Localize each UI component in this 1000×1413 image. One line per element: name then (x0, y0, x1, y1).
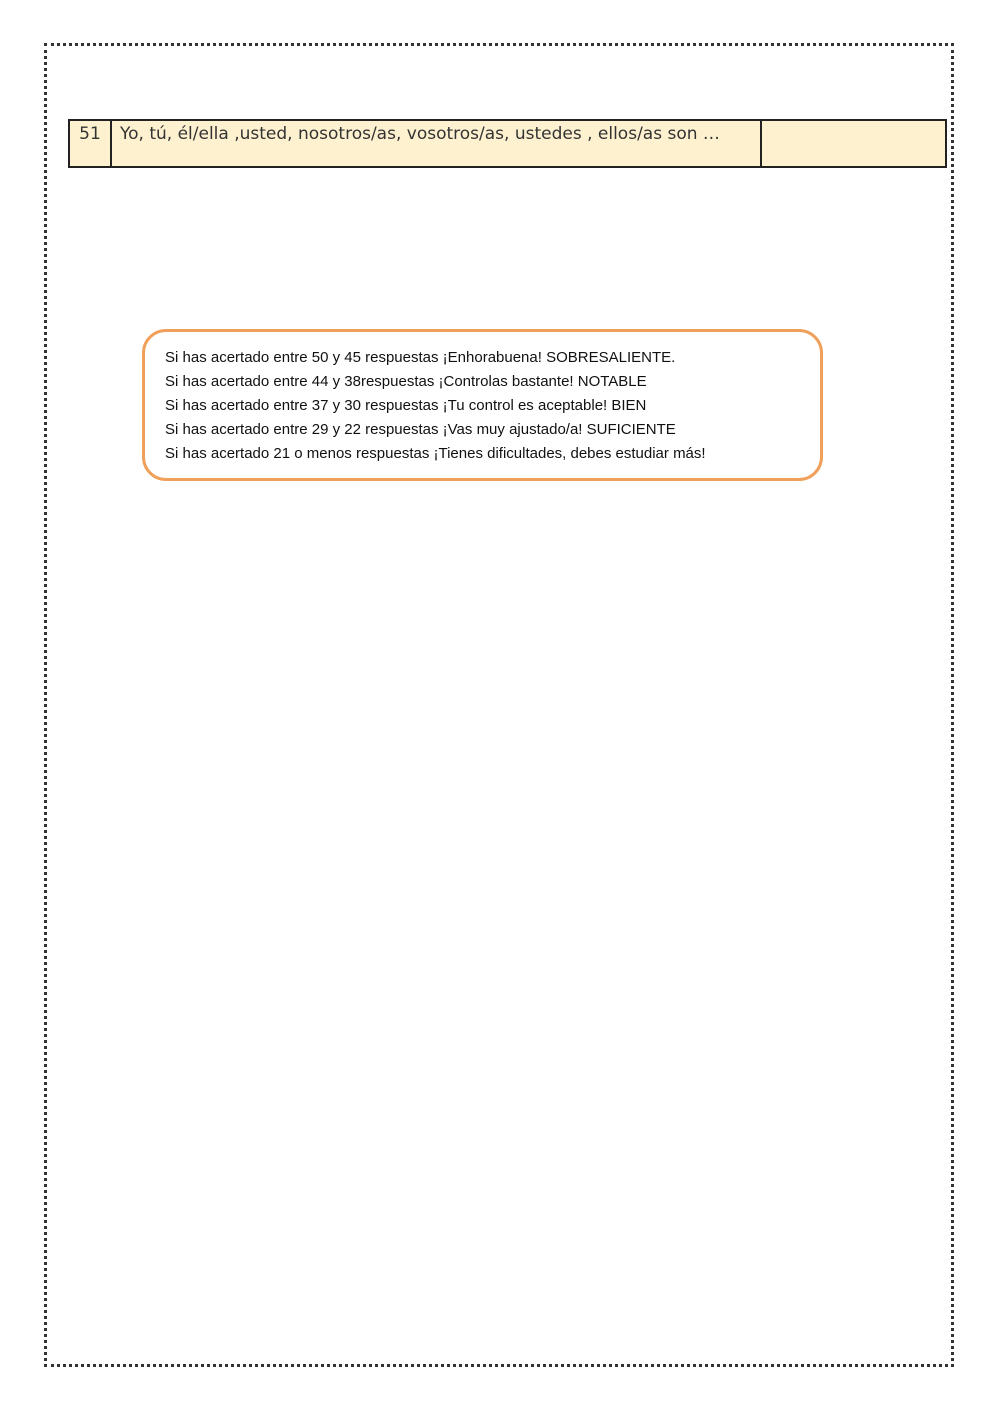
score-line-bien: Si has acertado entre 37 y 30 respuestas ¡Tu control es aceptable! BIEN (165, 397, 647, 414)
score-line-notable: Si has acertado entre 44 y 38respuestas ¡Controlas bastante! NOTABLE (165, 373, 647, 390)
score-line-sobresaliente: Si has acertado entre 50 y 45 respuestas ¡Enhorabuena! SOBRESALIENTE. (165, 349, 676, 366)
question-table (68, 119, 947, 168)
score-line-suficiente: Si has acertado entre 29 y 22 respuestas ¡Vas muy ajustado/a! SUFICIENTE (165, 421, 676, 438)
answer-cell[interactable] (761, 120, 946, 167)
question-number: 51 (69, 120, 111, 167)
answer-input[interactable] (762, 121, 945, 166)
page-border (44, 43, 954, 1367)
question-row (69, 120, 946, 167)
score-line-insuficiente: Si has acertado 21 o menos respuestas ¡Tienes dificultades, debes estudiar más! (165, 445, 706, 462)
scoring-box (142, 329, 823, 481)
question-text: Yo, tú, él/ella ,usted, nosotros/as, vosotros/as, ustedes , ellos/as son … (111, 120, 761, 167)
